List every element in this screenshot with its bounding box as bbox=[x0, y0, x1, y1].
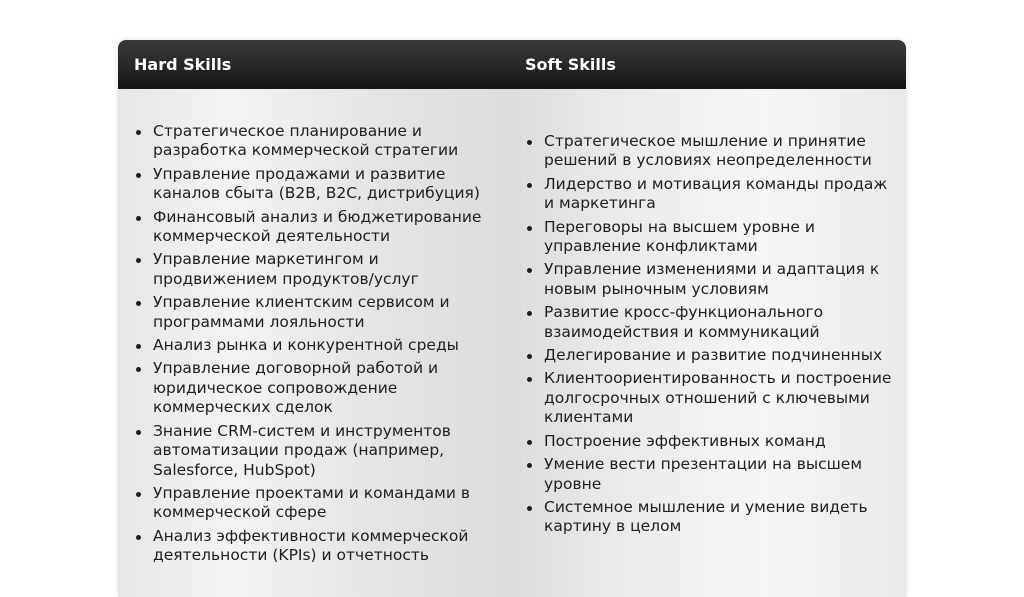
soft-skill-item: Лидерство и мотивация команды продаж и маркетинга bbox=[525, 175, 895, 214]
skills-table bbox=[118, 40, 906, 597]
hard-skill-item: Управление договорной работой и юридическое сопровождение коммерческих сделок bbox=[134, 359, 504, 417]
soft-skill-item: Переговоры на высшем уровне и управление конфликтами bbox=[525, 218, 895, 257]
hard-skill-item: Знание CRM-систем и инструментов автоматизации продаж (например, Salesforce, HubSpot) bbox=[134, 422, 504, 480]
soft-skills-heading: Soft Skills bbox=[525, 55, 616, 74]
table-header bbox=[118, 40, 906, 89]
soft-skill-item: Системное мышление и умение видеть картину в целом bbox=[525, 498, 895, 537]
soft-skill-item: Делегирование и развитие подчиненных bbox=[525, 346, 895, 365]
hard-skill-item: Стратегическое планирование и разработка коммерческой стратегии bbox=[134, 122, 504, 161]
soft-skill-item: Умение вести презентации на высшем уровне bbox=[525, 455, 895, 494]
hard-skill-item: Управление маркетингом и продвижением продуктов/услуг bbox=[134, 250, 504, 289]
soft-skills-list bbox=[525, 132, 895, 541]
hard-skills-list bbox=[134, 122, 504, 570]
soft-skill-item: Развитие кросс-функционального взаимодействия и коммуникаций bbox=[525, 303, 895, 342]
hard-skill-item: Управление продажами и развитие каналов сбыта (B2B, B2C, дистрибуция) bbox=[134, 165, 504, 204]
hard-skill-item: Анализ рынка и конкурентной среды bbox=[134, 336, 504, 355]
hard-skill-item: Управление клиентским сервисом и программами лояльности bbox=[134, 293, 504, 332]
soft-skill-item: Стратегическое мышление и принятие решений в условиях неопределенности bbox=[525, 132, 895, 171]
hard-skills-heading: Hard Skills bbox=[134, 55, 232, 74]
soft-skill-item: Управление изменениями и адаптация к новым рыночным условиям bbox=[525, 260, 895, 299]
hard-skill-item: Финансовый анализ и бюджетирование коммерческой деятельности bbox=[134, 208, 504, 247]
hard-skill-item: Управление проектами и командами в коммерческой сфере bbox=[134, 484, 504, 523]
soft-skill-item: Клиентоориентированность и построение долгосрочных отношений с ключевыми клиентами bbox=[525, 369, 895, 427]
soft-skill-item: Построение эффективных команд bbox=[525, 432, 895, 451]
hard-skill-item: Анализ эффективности коммерческой деятельности (KPIs) и отчетность bbox=[134, 527, 504, 566]
